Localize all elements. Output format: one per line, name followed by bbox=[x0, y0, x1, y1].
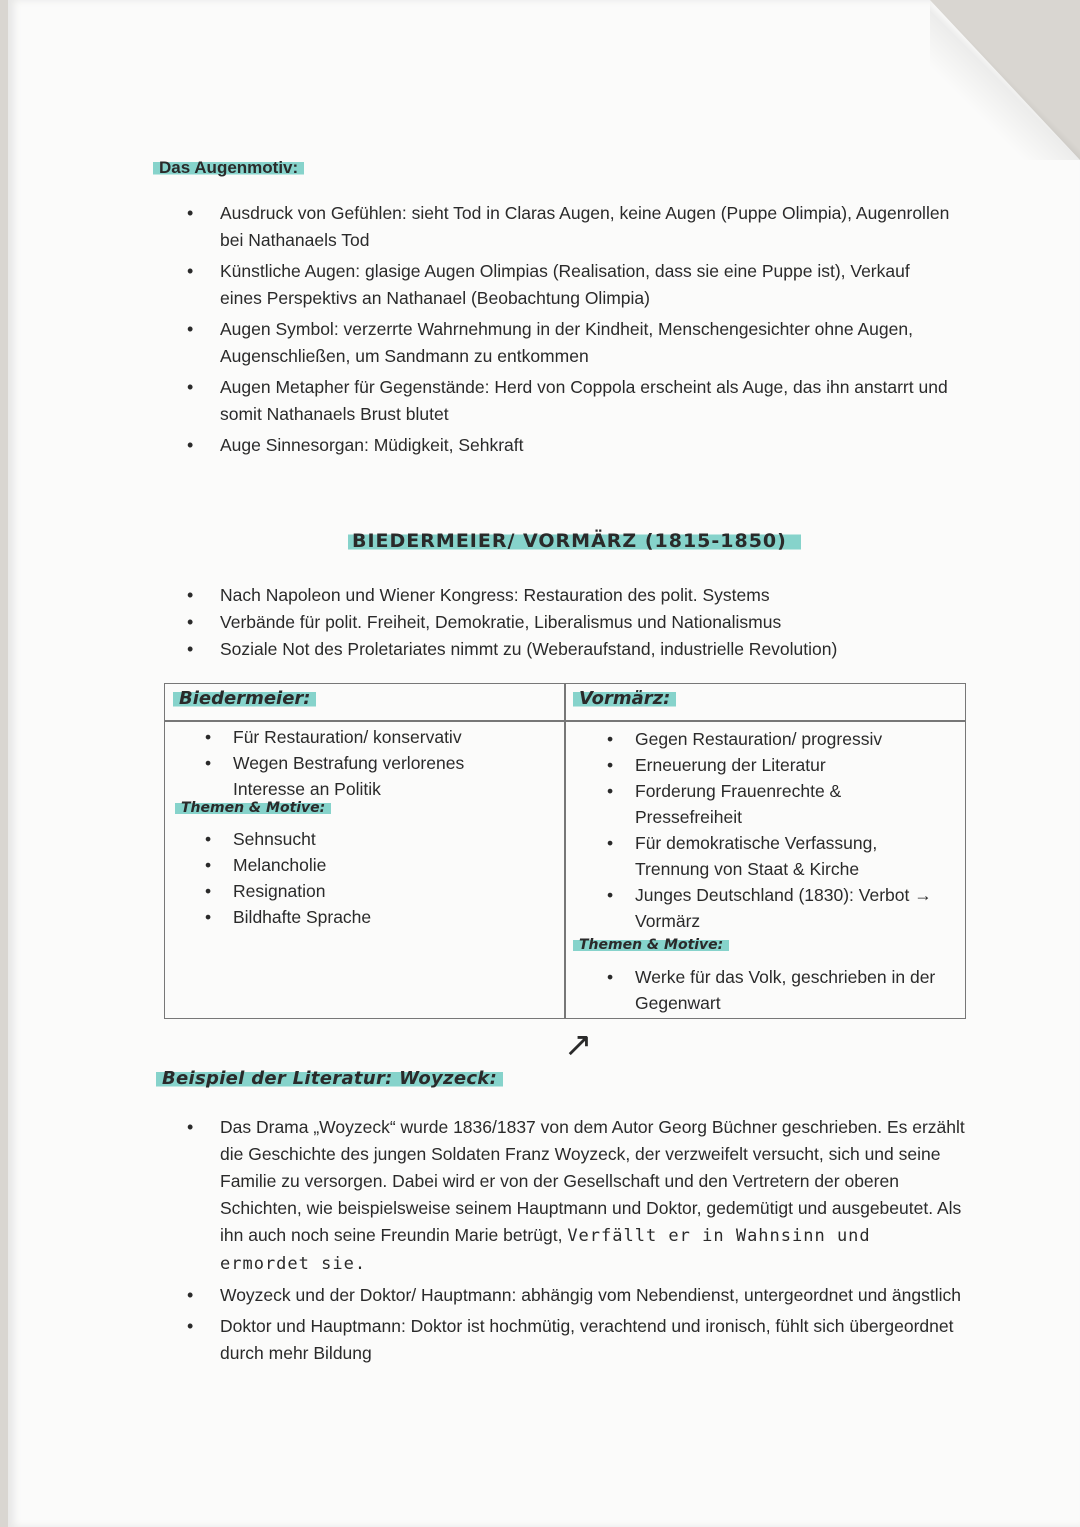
woyzeck-list bbox=[187, 1114, 965, 1371]
handwritten-note: Verfällt er in Wahnsinn und ermordet sie. bbox=[220, 1226, 871, 1274]
list-item: • Ausdruck von Gefühlen: sieht Tod in Claras Augen, keine Augen (Puppe Olimpia), Augenrollen bei Nathanaels Tod bbox=[187, 203, 950, 250]
list-item: • Augen Symbol: verzerrte Wahrnehmung in der Kindheit, Menschengesichter ohne Augen, Augenschließen, um Sandmann zu entkommen bbox=[187, 319, 913, 366]
vormaerz-list bbox=[607, 726, 950, 934]
biedermeier-themes-list bbox=[205, 826, 533, 930]
list-item: • Soziale Not des Proletariates nimmt zu (Weberaufstand, industrielle Revolution) bbox=[187, 639, 838, 659]
list-item: • Melancholie bbox=[205, 855, 327, 875]
list-item: • Bildhafte Sprache bbox=[205, 907, 372, 927]
list-item: • Sehnsucht bbox=[205, 829, 316, 849]
woyzeck-heading: Beispiel der Literatur: Woyzeck: bbox=[156, 1068, 503, 1089]
list-item: • Wegen Bestrafung verlorenes Interesse an Politik bbox=[205, 753, 465, 799]
vormaerz-heading: Vormärz: bbox=[573, 688, 676, 709]
list-item: • Augen Metapher für Gegenstände: Herd von Coppola erscheint als Auge, das ihn anstarrt und somit Nathanaels Brust blutet bbox=[187, 377, 948, 424]
augenmotiv-list bbox=[187, 200, 950, 463]
list-item: • Auge Sinnesorgan: Müdigkeit, Sehkraft bbox=[187, 435, 524, 455]
list-item: • Nach Napoleon und Wiener Kongress: Restauration des polit. Systems bbox=[187, 585, 770, 605]
list-item: • Woyzeck und der Doktor/ Hauptmann: abhängig vom Nebendienst, untergeordnet und ängstlich bbox=[187, 1285, 961, 1305]
list-item: • Doktor und Hauptmann: Doktor ist hochmütig, verachtend und ironisch, fühlt sich übergeordnet durch mehr Bildung bbox=[187, 1316, 954, 1363]
arrow-icon: ↗ bbox=[564, 1026, 593, 1064]
vormaerz-themes-heading: Themen & Motive: bbox=[573, 937, 729, 953]
list-item: • Künstliche Augen: glasige Augen Olimpias (Realisation, dass sie eine Puppe ist), Verkauf eines Perspektivs an Nathanael (Beobachtung Olimpia) bbox=[187, 261, 910, 308]
list-item: • Für Restauration/ konservativ bbox=[205, 727, 462, 747]
list-item: • Erneuerung der Literatur bbox=[607, 755, 826, 775]
biedermeier-list bbox=[205, 724, 533, 802]
list-item: • Junges Deutschland (1830): Verbot → Vormärz bbox=[607, 885, 932, 931]
biedermeier-heading: Biedermeier: bbox=[173, 688, 316, 709]
list-item: • Werke für das Volk, geschrieben in der Gegenwart bbox=[607, 967, 936, 1013]
notebook-page bbox=[8, 0, 1080, 1527]
vormaerz-themes-list bbox=[607, 964, 950, 1016]
list-item: • Das Drama „Woyzeck“ wurde 1836/1837 von dem Autor Georg Büchner geschrieben. Es erzählt die Geschichte des jungen Soldaten Franz Woyzeck, der verzweifelt versucht, sich und seine Familie zu versorgen. Dabei wird er von der Gesellschaft und den Vertretern der oberen Schichten, wie beispielsweise seinem Hauptmann und Doktor, gedemütigt und ausgebeutet. Als ihn auch noch seine Freundin Marie betrügt, Verfällt er in Wahnsinn und ermordet sie. bbox=[187, 1117, 965, 1274]
biedermeier-themes-heading: Themen & Motive: bbox=[175, 800, 331, 816]
list-item: • Verbände für polit. Freiheit, Demokratie, Liberalismus und Nationalismus bbox=[187, 612, 782, 632]
epoch-list bbox=[187, 582, 960, 663]
list-item: • Für demokratische Verfassung, Trennung von Staat & Kirche bbox=[607, 833, 878, 879]
list-item: • Gegen Restauration/ progressiv bbox=[607, 729, 883, 749]
epoch-title: BIEDERMEIER/ VORMÄRZ (1815-1850) bbox=[348, 530, 801, 552]
list-item: • Resignation bbox=[205, 881, 326, 901]
list-item: • Forderung Frauenrechte & Pressefreiheit bbox=[607, 781, 842, 827]
augenmotiv-heading: Das Augenmotiv: bbox=[153, 158, 304, 178]
comparison-table bbox=[164, 683, 966, 1019]
